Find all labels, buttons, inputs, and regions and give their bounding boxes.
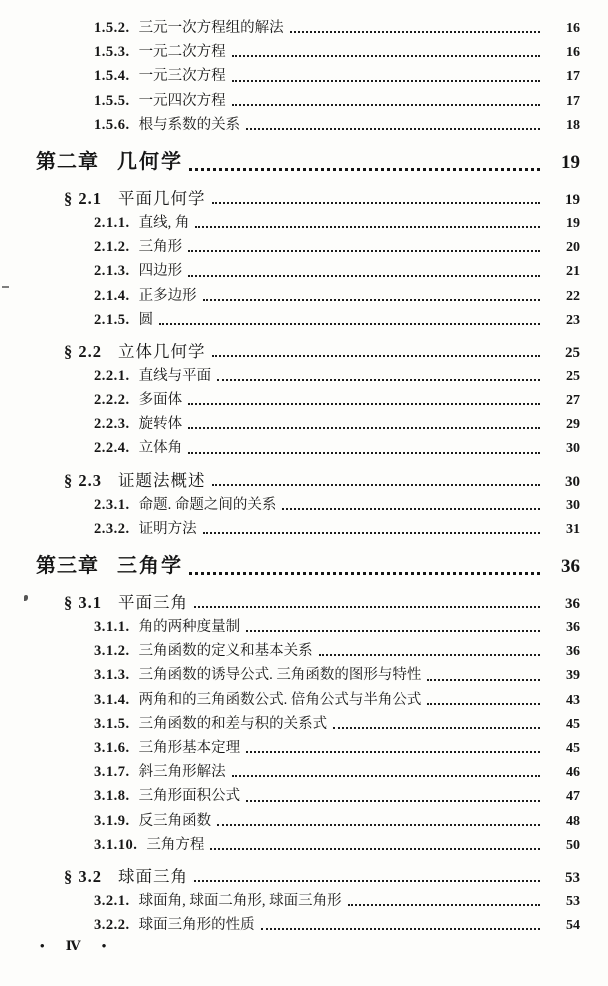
- entry-number: 2.1.3.: [94, 263, 130, 280]
- dot-leader: [232, 55, 540, 57]
- entry-number: 2.2.1.: [94, 367, 130, 384]
- entry-title: 球面三角形的性质: [138, 917, 255, 934]
- entry-page-number: 29: [566, 417, 580, 433]
- entry-page-number: 25: [565, 344, 580, 361]
- entry-page-number: 25: [566, 368, 580, 384]
- toc-entry: [0, 712, 608, 736]
- entry-title: 证题法概述: [118, 470, 206, 490]
- entry-page-number: 36: [566, 644, 580, 660]
- entry-number: 3.2.2.: [94, 917, 130, 934]
- entry-title: 三角函数的定义和基本关系: [138, 643, 313, 660]
- dot-leader: [195, 226, 540, 228]
- entry-page-number: 45: [566, 740, 580, 756]
- entry-title: 三角形: [138, 239, 183, 256]
- entry-number: 1.5.4.: [94, 68, 130, 85]
- entry-title: 证明方法: [138, 520, 197, 537]
- entry-title: 几何学: [117, 148, 183, 173]
- dot-leader: [246, 128, 540, 130]
- entry-page-number: 36: [565, 596, 580, 612]
- dot-leader: [319, 654, 540, 656]
- dot-leader: [210, 848, 540, 850]
- toc-entry: [0, 760, 608, 784]
- entry-page-number: 16: [566, 45, 580, 61]
- toc-entry: [0, 784, 608, 808]
- toc-entry: [0, 436, 608, 460]
- entry-page-number: 19: [566, 215, 580, 231]
- dot-leader: [348, 904, 540, 906]
- entry-title: 角的两种度量制: [138, 619, 241, 635]
- entry-title: 三角函数的和差与积的关系式: [138, 715, 328, 732]
- entry-page-number: 27: [566, 393, 580, 409]
- dot-leader: [427, 703, 540, 705]
- entry-number: 3.1.9.: [94, 812, 130, 829]
- entry-title: 斜三角形解法: [138, 764, 226, 781]
- toc-entry: [0, 639, 608, 663]
- toc-entry: [0, 364, 608, 388]
- toc-list: [0, 16, 608, 937]
- dot-leader: [203, 299, 540, 301]
- toc-entry: [0, 493, 608, 517]
- dot-leader: [212, 484, 541, 486]
- entry-page-number: 17: [566, 93, 580, 109]
- toc-entry: [0, 211, 608, 235]
- entry-number: 2.1.5.: [94, 311, 130, 328]
- entry-number: § 2.3: [64, 470, 102, 490]
- entry-title: 平面几何学: [118, 188, 206, 208]
- dot-leader: [188, 403, 540, 405]
- entry-title: 四边形: [138, 263, 183, 280]
- entry-number: 1.5.2.: [94, 20, 130, 36]
- toc-entry: [0, 412, 608, 436]
- entry-title: 球面三角: [118, 866, 188, 886]
- entry-title: 三角方程: [146, 836, 205, 853]
- entry-page-number: 19: [561, 151, 580, 173]
- dot-leader: [217, 379, 540, 381]
- entry-number: 3.1.7.: [94, 764, 130, 781]
- toc-entry: [0, 145, 608, 179]
- page-footer: [40, 938, 107, 954]
- dot-leader: [232, 104, 540, 106]
- toc-entry: [0, 863, 608, 889]
- entry-page-number: 21: [566, 264, 580, 280]
- entry-title: 正多边形: [138, 287, 197, 304]
- entry-number: 第三章: [36, 553, 99, 577]
- dot-leader: [246, 751, 540, 753]
- entry-title: 根与系数的关系: [138, 116, 241, 133]
- entry-number: 3.1.1.: [94, 619, 130, 635]
- toc-entry: [0, 308, 608, 332]
- toc-entry: [0, 467, 608, 493]
- entry-page-number: 54: [566, 918, 580, 934]
- toc-entry: [0, 615, 608, 639]
- dot-leader: [188, 427, 540, 429]
- entry-title: 直线, 角: [138, 214, 190, 231]
- entry-title: 两角和的三角函数公式. 倍角公式与半角公式: [138, 691, 422, 708]
- entry-title: 多面体: [138, 392, 183, 409]
- entry-page-number: 31: [566, 521, 580, 537]
- entry-number: § 3.1: [64, 593, 102, 612]
- toc-entry: [0, 284, 608, 308]
- toc-entry: [0, 809, 608, 833]
- entry-number: 2.3.2.: [94, 520, 130, 537]
- entry-number: 3.1.3.: [94, 667, 130, 684]
- toc-entry: [0, 259, 608, 283]
- toc-entry: [0, 40, 608, 64]
- entry-title: 一元三次方程: [138, 68, 226, 85]
- dot-leader: [188, 250, 540, 252]
- entry-title: 球面角, 球面二角形, 球面三角形: [138, 892, 342, 909]
- toc-entry: [0, 589, 608, 615]
- entry-number: 2.2.2.: [94, 392, 130, 409]
- entry-title: 立体角: [138, 440, 183, 457]
- toc-entry: [0, 913, 608, 937]
- dot-leader: [194, 880, 540, 882]
- entry-number: 2.2.3.: [94, 416, 130, 433]
- dot-leader: [232, 80, 540, 82]
- entry-number: 3.1.6.: [94, 739, 130, 756]
- toc-entry: [0, 64, 608, 88]
- entry-page-number: 46: [566, 765, 580, 781]
- entry-number: 1.5.3.: [94, 44, 130, 61]
- dot-leader: [212, 202, 541, 204]
- entry-title: 三元一次方程组的解法: [138, 20, 284, 36]
- dot-leader: [246, 630, 540, 632]
- toc-entry: [0, 89, 608, 113]
- dot-leader: [159, 323, 540, 325]
- entry-page-number: 18: [566, 117, 580, 133]
- entry-number: 3.1.10.: [94, 836, 138, 853]
- toc-entry: [0, 185, 608, 211]
- entry-number: 2.2.4.: [94, 440, 130, 457]
- toc-entry: [0, 338, 608, 364]
- entry-title: 直线与平面: [138, 367, 212, 384]
- dot-leader: [194, 606, 540, 608]
- entry-title: 一元二次方程: [138, 44, 226, 61]
- toc-entry: [0, 113, 608, 137]
- footer-page-number: • Ⅳ •: [40, 938, 108, 953]
- dot-leader: [282, 508, 540, 510]
- dot-leader: [217, 824, 540, 826]
- entry-page-number: 19: [565, 191, 580, 208]
- entry-title: 一元四次方程: [138, 92, 226, 109]
- toc-entry: [0, 833, 608, 857]
- entry-number: 2.3.1.: [94, 496, 130, 513]
- toc-entry: [0, 663, 608, 687]
- toc-entry: [0, 688, 608, 712]
- scan-artifact: [2, 286, 9, 288]
- dot-leader: [290, 31, 540, 33]
- entry-page-number: 17: [566, 69, 580, 85]
- entry-page-number: 30: [566, 497, 580, 513]
- dot-leader: [232, 775, 540, 777]
- dot-leader: [212, 355, 541, 357]
- dot-leader: [333, 727, 540, 729]
- entry-page-number: 22: [566, 288, 580, 304]
- dot-leader: [203, 532, 540, 534]
- dot-leader: [188, 452, 540, 454]
- entry-page-number: 30: [566, 441, 580, 457]
- entry-page-number: 20: [566, 240, 580, 256]
- toc-entry: [0, 549, 608, 583]
- toc-entry: [0, 235, 608, 259]
- entry-page-number: 23: [566, 312, 580, 328]
- dot-leader: [189, 572, 540, 575]
- dot-leader: [427, 679, 540, 681]
- entry-page-number: 53: [565, 869, 580, 886]
- entry-number: 第二章: [36, 148, 99, 173]
- entry-page-number: 47: [566, 789, 580, 805]
- dot-leader: [188, 275, 540, 277]
- entry-number: 2.1.2.: [94, 239, 130, 256]
- entry-title: 反三角函数: [138, 812, 212, 829]
- dot-leader: [189, 168, 540, 171]
- entry-number: 3.1.8.: [94, 788, 130, 805]
- entry-page-number: 39: [566, 668, 580, 684]
- entry-page-number: 48: [566, 813, 580, 829]
- entry-number: § 2.1: [64, 188, 102, 208]
- entry-number: 3.1.2.: [94, 643, 130, 660]
- entry-number: § 3.2: [64, 866, 102, 886]
- entry-page-number: 43: [566, 692, 580, 708]
- dot-leader: [261, 928, 540, 930]
- entry-page-number: 30: [565, 473, 580, 490]
- entry-title: 立体几何学: [118, 341, 206, 361]
- entry-page-number: 45: [566, 716, 580, 732]
- entry-title: 三角形面积公式: [138, 788, 241, 805]
- entry-page-number: 53: [566, 893, 580, 909]
- entry-number: 1.5.6.: [94, 116, 130, 133]
- entry-number: 3.2.1.: [94, 892, 130, 909]
- entry-title: 旋转体: [138, 416, 183, 433]
- entry-title: 命题. 命题之间的关系: [138, 496, 277, 513]
- entry-page-number: 50: [566, 837, 580, 853]
- toc-entry: [0, 16, 608, 40]
- entry-number: 1.5.5.: [94, 92, 130, 109]
- entry-number: 3.1.4.: [94, 691, 130, 708]
- entry-page-number: 36: [566, 620, 580, 635]
- entry-number: 2.1.4.: [94, 287, 130, 304]
- dot-leader: [246, 800, 540, 802]
- toc-entry: [0, 889, 608, 913]
- toc-entry: [0, 517, 608, 541]
- entry-title: 三角函数的诱导公式. 三角函数的图形与特性: [138, 667, 422, 684]
- entry-title: 三角学: [117, 553, 183, 577]
- entry-title: 圆: [138, 311, 154, 328]
- entry-number: 2.1.1.: [94, 214, 130, 231]
- entry-title: 平面三角: [118, 593, 188, 612]
- entry-page-number: 16: [566, 21, 580, 36]
- toc-entry: [0, 388, 608, 412]
- entry-page-number: 36: [561, 556, 580, 577]
- entry-number: § 2.2: [64, 341, 102, 361]
- entry-title: 三角形基本定理: [138, 739, 241, 756]
- toc-entry: [0, 736, 608, 760]
- entry-number: 3.1.5.: [94, 715, 130, 732]
